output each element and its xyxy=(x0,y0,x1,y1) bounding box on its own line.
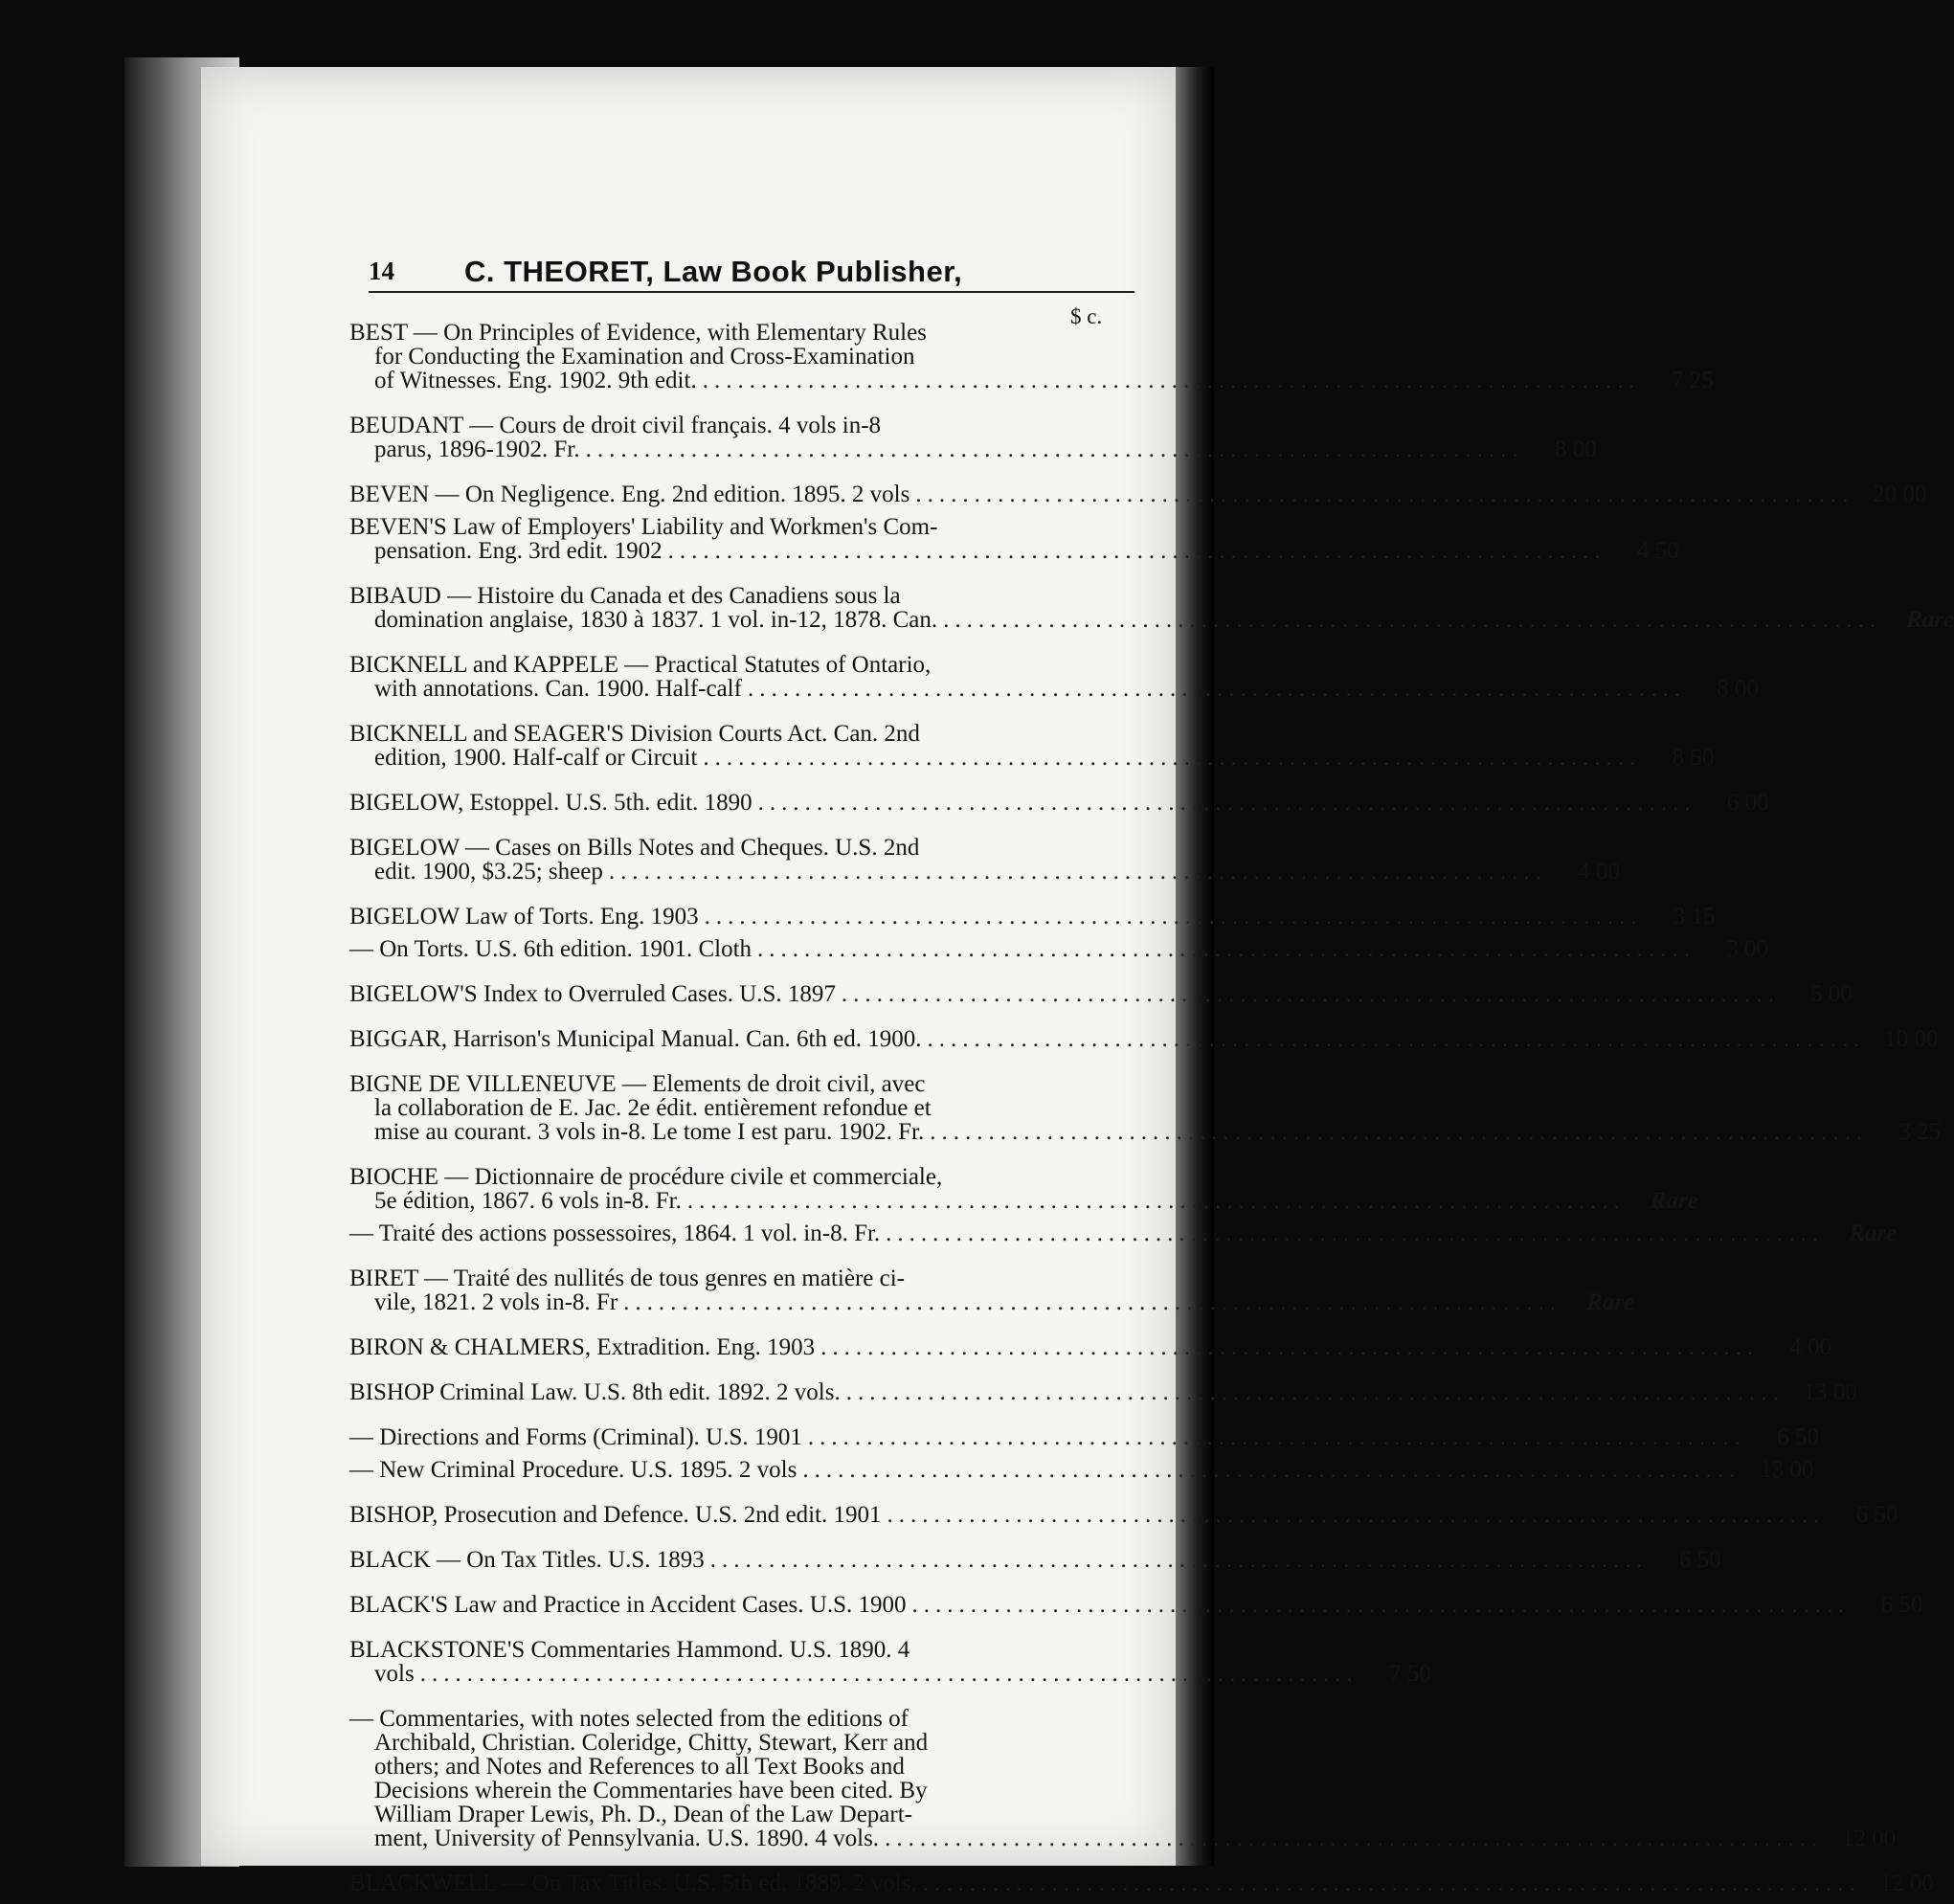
entry-line xyxy=(349,1592,1923,1618)
entry-text: edition, 1900. Half-calf or Circuit xyxy=(374,745,698,771)
entry-line xyxy=(349,368,1714,393)
entry-text: for Conducting the Examination and Cross-Examination xyxy=(374,344,915,370)
catalog-entry xyxy=(349,1502,1898,1528)
leader-dots: ................................................................................ xyxy=(922,1870,1861,1896)
entry-text: BISHOP Criminal Law. U.S. 8th edit. 1892. 2 vols. xyxy=(349,1379,841,1405)
entry-line xyxy=(349,1119,1942,1145)
leader-dots: ................................................................................ xyxy=(915,482,1854,507)
entry-text: BIGELOW — Cases on Bills Notes and Cheques. U.S. 2nd xyxy=(349,835,920,861)
page-number: 14 xyxy=(369,257,394,285)
leader-dots: ................................................................................ xyxy=(845,1379,1785,1405)
leader-dots: ................................................................................ xyxy=(704,904,1643,930)
leader-dots: ................................................................................ xyxy=(686,1188,1626,1214)
leader-dots: ................................................................................ xyxy=(930,1119,1869,1145)
entry-text: BICKNELL and KAPPELE — Practical Statutes of Ontario, xyxy=(349,652,932,678)
entry-line xyxy=(349,1221,1898,1246)
catalog-entry xyxy=(349,1071,1942,1145)
entry-line xyxy=(349,1289,1635,1315)
entry-line xyxy=(349,1779,1115,1803)
entry-text: — On Torts. U.S. 6th edition. 1901. Cloth xyxy=(349,936,752,962)
entry-price: Rare xyxy=(1906,607,1954,633)
entry-text: BIGELOW, Estoppel. U.S. 5th. edit. 1890 xyxy=(349,790,752,816)
entry-text: BLACKWELL — On Tax Titles. U.S. 5th ed. 1889. 2 vols. xyxy=(349,1870,917,1896)
entry-line xyxy=(349,1803,1115,1826)
entry-price: 13 00 xyxy=(1803,1379,1857,1405)
entry-price: 4 00 xyxy=(1789,1334,1832,1360)
catalog-entries xyxy=(349,320,1954,1904)
catalog-entry xyxy=(349,583,1954,633)
entry-price: 4 50 xyxy=(1636,538,1679,564)
entry-text: BLACKSTONE'S Commentaries Hammond. U.S. 1890. 4 xyxy=(349,1637,910,1663)
entry-text: of Witnesses. Eng. 1902. 9th edit. xyxy=(374,368,697,393)
entry-price: 12 00 xyxy=(1841,1826,1897,1851)
entry-text: BIGELOW'S Index to Overruled Cases. U.S. 1897 xyxy=(349,981,836,1007)
catalog-entry xyxy=(349,721,1715,771)
leader-dots: ................................................................................ xyxy=(886,1221,1825,1246)
catalog-entry xyxy=(349,1424,1819,1450)
entry-line xyxy=(349,1072,1115,1096)
entry-text: BEVEN — On Negligence. Eng. 2nd edition. 1895. 2 vols xyxy=(349,482,910,507)
catalog-entry xyxy=(349,1334,1832,1360)
entry-line xyxy=(349,584,1115,608)
entry-text: BLACK'S Law and Practice in Accident Cases. U.S. 1900 xyxy=(349,1592,907,1618)
page-header xyxy=(369,257,1077,289)
entry-line xyxy=(349,1661,1431,1687)
entry-line xyxy=(349,1826,1897,1851)
leader-dots: ................................................................................ xyxy=(585,437,1524,462)
entry-text: la collaboration de E. Jac. 2e édit. entièrement refondue et xyxy=(374,1095,932,1121)
entry-line xyxy=(349,1547,1721,1573)
entry-price: 6 50 xyxy=(1777,1424,1819,1450)
entry-text: with annotations. Can. 1900. Half-calf xyxy=(374,676,742,702)
entry-line xyxy=(349,1165,1115,1189)
leader-dots: ................................................................................ xyxy=(885,1826,1824,1851)
entry-text: BEVEN'S Law of Employers' Liability and Workmen's Com- xyxy=(349,514,938,540)
catalog-entry xyxy=(349,1026,1939,1052)
leader-dots: ................................................................................ xyxy=(703,745,1642,771)
catalog-entry xyxy=(349,1164,1698,1214)
entry-text: pensation. Eng. 3rd edit. 1902 xyxy=(374,538,663,564)
entry-line xyxy=(349,437,1597,462)
entry-text: BEUDANT — Cours de droit civil français. 4 vols in-8 xyxy=(349,413,882,438)
entry-price: 7 50 xyxy=(1388,1661,1431,1687)
catalog-entry xyxy=(349,1457,1814,1483)
leader-dots: ................................................................................ xyxy=(841,981,1780,1007)
entry-line xyxy=(349,1707,1115,1731)
entry-line xyxy=(349,1870,1934,1896)
leader-dots: ................................................................................ xyxy=(802,1457,1741,1483)
entry-price: 3 00 xyxy=(1726,936,1769,962)
catalog-entry xyxy=(349,1379,1857,1405)
entry-line xyxy=(349,1096,1115,1120)
entry-price: 12 00 xyxy=(1879,1870,1934,1896)
entry-line xyxy=(349,538,1679,564)
entry-text: BIGELOW Law of Torts. Eng. 1903 xyxy=(349,904,699,930)
entry-line xyxy=(349,836,1115,860)
catalog-entry xyxy=(349,1221,1898,1246)
entry-line xyxy=(349,936,1769,962)
entry-line xyxy=(349,1457,1814,1483)
entry-line xyxy=(349,1424,1819,1450)
entry-text: vols xyxy=(374,1661,415,1687)
leader-dots: ................................................................................ xyxy=(709,1547,1649,1573)
entry-line xyxy=(349,515,1115,539)
leader-dots: ................................................................................ xyxy=(927,1026,1866,1052)
entry-price: 7 25 xyxy=(1671,368,1714,393)
catalog-entry xyxy=(349,904,1716,930)
entry-text: others; and Notes and References to all Text Books and xyxy=(374,1754,905,1780)
entry-line xyxy=(349,1026,1939,1052)
entry-line xyxy=(349,1266,1115,1290)
entry-text: — New Criminal Procedure. U.S. 1895. 2 vols xyxy=(349,1457,797,1483)
currency-label: $ c. xyxy=(1070,304,1103,328)
entry-text: William Draper Lewis, Ph. D., Dean of the Law Depart- xyxy=(374,1802,912,1827)
entry-line xyxy=(349,745,1715,771)
entry-price: 8 00 xyxy=(1717,676,1759,702)
entry-line xyxy=(349,981,1853,1007)
entry-line xyxy=(349,1334,1832,1360)
entry-text: BICKNELL and SEAGER'S Division Courts Act. Can. 2nd xyxy=(349,721,920,747)
entry-text: parus, 1896-1902. Fr. xyxy=(374,437,580,462)
entry-text: BIGNE DE VILLENEUVE — Elements de droit civil, avec xyxy=(349,1071,926,1097)
leader-dots: ................................................................................ xyxy=(608,859,1547,885)
entry-text: Decisions wherein the Commentaries have been cited. By xyxy=(374,1778,928,1803)
leader-dots: ................................................................................ xyxy=(757,790,1696,816)
entry-price: 8 50 xyxy=(1672,745,1715,771)
entry-line xyxy=(349,1755,1115,1779)
entry-line xyxy=(349,1379,1857,1405)
entry-line xyxy=(349,1188,1698,1214)
entry-price: 4 00 xyxy=(1578,859,1620,885)
entry-line xyxy=(349,676,1759,702)
catalog-entry xyxy=(349,1266,1635,1315)
entry-line xyxy=(349,321,1115,345)
entry-price: 6 50 xyxy=(1679,1547,1721,1573)
entry-line xyxy=(349,859,1620,885)
catalog-entry xyxy=(349,790,1769,816)
leader-dots: ................................................................................ xyxy=(702,368,1641,393)
entry-price: 13 00 xyxy=(1760,1457,1814,1483)
leader-dots: ................................................................................ xyxy=(943,607,1882,633)
catalog-entry xyxy=(349,482,1927,507)
catalog-entry xyxy=(349,835,1620,885)
entry-line xyxy=(349,345,1115,369)
entry-line xyxy=(349,1731,1115,1755)
entry-line xyxy=(349,414,1115,437)
entry-text: BIRON & CHALMERS, Extradition. Eng. 1903 xyxy=(349,1334,816,1360)
entry-text: edit. 1900, $3.25; sheep xyxy=(374,859,603,885)
entry-line xyxy=(349,722,1115,746)
catalog-entry xyxy=(349,1592,1923,1618)
leader-dots: ................................................................................ xyxy=(820,1334,1760,1360)
entry-line xyxy=(349,1502,1898,1528)
entry-text: mise au courant. 3 vols in-8. Le tome I est paru. 1902. Fr. xyxy=(374,1119,925,1145)
entry-line xyxy=(349,653,1115,677)
catalog-entry xyxy=(349,1870,1934,1896)
catalog-entry xyxy=(349,652,1759,702)
leader-dots: ................................................................................ xyxy=(887,1502,1826,1528)
leader-dots: ................................................................................ xyxy=(911,1592,1851,1618)
catalog-entry xyxy=(349,936,1769,962)
catalog-entry xyxy=(349,1637,1431,1687)
entry-text: BIGGAR, Harrison's Municipal Manual. Can. 6th ed. 1900. xyxy=(349,1026,922,1052)
header-rule xyxy=(369,291,1134,293)
entry-text: — Traité des actions possessoires, 1864. 1 vol. in-8. Fr. xyxy=(349,1221,881,1246)
entry-price: 3 25 xyxy=(1898,1119,1942,1145)
entry-text: vile, 1821. 2 vols in-8. Fr xyxy=(374,1289,618,1315)
leader-dots: ................................................................................ xyxy=(807,1424,1746,1450)
entry-line xyxy=(349,904,1716,930)
catalog-entry xyxy=(349,981,1853,1007)
leader-dots: ................................................................................ xyxy=(757,936,1696,962)
running-title: C. THEORET, Law Book Publisher, xyxy=(464,255,963,288)
entry-text: BIBAUD — Histoire du Canada et des Canadiens sous la xyxy=(349,583,901,609)
entry-price: Rare xyxy=(1849,1221,1898,1246)
entry-text: BLACK — On Tax Titles. U.S. 1893 xyxy=(349,1547,705,1573)
catalog-entry xyxy=(349,1547,1721,1573)
entry-line xyxy=(349,790,1769,816)
entry-text: ment, University of Pennsylvania. U.S. 1890. 4 vols. xyxy=(374,1826,880,1851)
entry-price: 5 00 xyxy=(1810,981,1853,1007)
entry-line xyxy=(349,1638,1115,1662)
entry-price: 6 00 xyxy=(1726,790,1769,816)
catalog-entry xyxy=(349,320,1714,393)
entry-price: 8 00 xyxy=(1554,437,1597,462)
entry-price: 10 00 xyxy=(1884,1026,1939,1052)
entry-text: — Commentaries, with notes selected from the editions of xyxy=(349,1706,909,1732)
entry-price: 20 00 xyxy=(1873,482,1927,507)
entry-price: 6 50 xyxy=(1855,1502,1898,1528)
entry-line xyxy=(349,482,1927,507)
entry-text: BIRET — Traité des nullités de tous genres en matière ci- xyxy=(349,1266,905,1291)
leader-dots: ................................................................................ xyxy=(747,676,1686,702)
entry-price: Rare xyxy=(1586,1289,1635,1315)
entry-text: BEST — On Principles of Evidence, with Elementary Rules xyxy=(349,320,927,346)
entry-price: Rare xyxy=(1650,1188,1698,1214)
leader-dots: ................................................................................ xyxy=(667,538,1606,564)
entry-text: Archibald, Christian. Coleridge, Chitty, Stewart, Kerr and xyxy=(374,1730,929,1756)
entry-price: 3 15 xyxy=(1673,904,1716,930)
entry-text: BISHOP, Prosecution and Defence. U.S. 2nd edit. 1901 xyxy=(349,1502,882,1528)
entry-text: 5e édition, 1867. 6 vols in-8. Fr. xyxy=(374,1188,682,1214)
entry-text: domination anglaise, 1830 à 1837. 1 vol. in-12, 1878. Can. xyxy=(374,607,938,633)
entry-text: — Directions and Forms (Criminal). U.S. 1901 xyxy=(349,1424,802,1450)
entry-price: 6 50 xyxy=(1880,1592,1923,1618)
entry-line xyxy=(349,607,1954,633)
catalog-entry xyxy=(349,514,1679,564)
catalog-entry xyxy=(349,1706,1897,1851)
entry-text: BIOCHE — Dictionnaire de procédure civile et commerciale, xyxy=(349,1164,943,1190)
leader-dots: ................................................................................ xyxy=(623,1289,1562,1315)
leader-dots: ................................................................................ xyxy=(419,1661,1359,1687)
catalog-entry xyxy=(349,413,1597,462)
